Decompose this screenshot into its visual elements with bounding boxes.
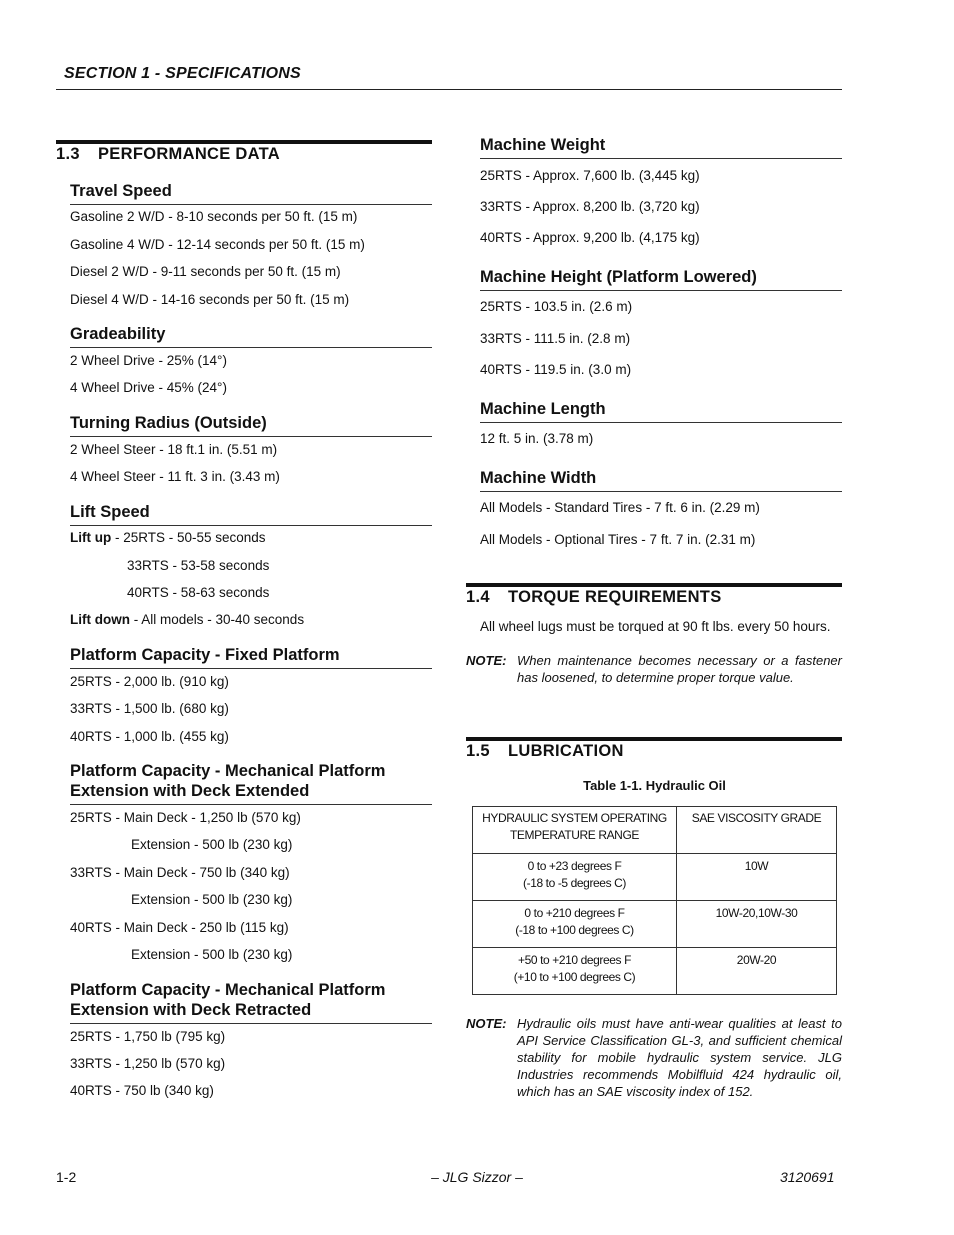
lift-up-line: Lift up - 25RTS - 50-55 seconds: [70, 530, 266, 545]
document-number: 3120691: [780, 1169, 835, 1185]
section-bar-1-5: [466, 737, 842, 741]
spec-line: Extension - 500 lb (230 kg): [131, 892, 293, 907]
spec-line: 40RTS - 58-63 seconds: [127, 585, 270, 600]
table-row: [473, 948, 837, 995]
section-bar-1-4: [466, 583, 842, 587]
spec-line: 40RTS - 119.5 in. (3.0 m): [480, 362, 632, 377]
spec-line: Extension - 500 lb (230 kg): [131, 947, 293, 962]
spec-line: 25RTS - Main Deck - 1,250 lb (570 kg): [70, 810, 301, 825]
heading-rule: [480, 158, 842, 159]
heading-rule: [70, 668, 432, 669]
spec-line: Gasoline 4 W/D - 12-14 seconds per 50 ft. (15 m): [70, 237, 365, 252]
spec-line: 4 Wheel Drive - 45% (24°): [70, 380, 227, 395]
spec-line: All Models - Standard Tires - 7 ft. 6 in. (2.29 m): [480, 500, 760, 515]
machine-weight-heading: Machine Weight: [480, 136, 606, 154]
lift-down-line: Lift down - All models - 30-40 seconds: [70, 612, 305, 627]
heading-rule: [70, 436, 432, 437]
column-header-viscosity: SAE VISCOSITY GRADE: [677, 807, 837, 854]
spec-line: 33RTS - 53-58 seconds: [127, 558, 270, 573]
heading-rule: [70, 804, 432, 805]
spec-line: 12 ft. 5 in. (3.78 m): [480, 431, 594, 446]
torque-note: When maintenance becomes necessary or a fastener has loosened, to determine proper torque value.: [517, 653, 842, 685]
section-title-1-3: 1.3 PERFORMANCE DATA: [56, 145, 281, 163]
note-label: NOTE:: [466, 653, 507, 668]
table-row: [473, 854, 837, 901]
spec-line: 2 Wheel Steer - 18 ft.1 in. (5.51 m): [70, 442, 278, 457]
heading-rule: [70, 204, 432, 205]
spec-line: 33RTS - 111.5 in. (2.8 m): [480, 331, 631, 346]
spec-line: Gasoline 2 W/D - 8-10 seconds per 50 ft. (15 m): [70, 209, 358, 224]
spec-line: 4 Wheel Steer - 11 ft. 3 in. (3.43 m): [70, 469, 280, 484]
header-rule: [56, 89, 842, 90]
spec-line: Diesel 4 W/D - 14-16 seconds per 50 ft. (15 m): [70, 292, 350, 307]
spec-line: 40RTS - 1,000 lb. (455 kg): [70, 729, 229, 744]
heading-rule: [480, 290, 842, 291]
spec-line: 33RTS - Main Deck - 750 lb (340 kg): [70, 865, 290, 880]
viscosity-cell: 10W-20,10W-30: [677, 901, 837, 948]
machine-length-heading: Machine Length: [480, 400, 606, 418]
lift-speed-heading: Lift Speed: [70, 503, 150, 521]
spec-line: Diesel 2 W/D - 9-11 seconds per 50 ft. (15 m): [70, 264, 341, 279]
spec-line: 33RTS - 1,500 lb. (680 kg): [70, 701, 229, 716]
deck-retracted-heading: Platform Capacity - Mechanical Platform Extension with Deck Retracted: [70, 981, 386, 1019]
torque-text: All wheel lugs must be torqued at 90 ft lbs. every 50 hours.: [480, 619, 831, 634]
fixed-platform-heading: Platform Capacity - Fixed Platform: [70, 646, 340, 664]
hydraulic-oil-table: [472, 806, 837, 995]
gradeability-heading: Gradeability: [70, 325, 166, 343]
spec-line: 33RTS - Approx. 8,200 lb. (3,720 kg): [480, 199, 700, 214]
heading-rule: [480, 422, 842, 423]
heading-rule: [70, 347, 432, 348]
section-title-1-4: 1.4 TORQUE REQUIREMENTS: [466, 588, 722, 606]
spec-line: 33RTS - 1,250 lb (570 kg): [70, 1056, 226, 1071]
table-row: [473, 901, 837, 948]
spec-line: 25RTS - Approx. 7,600 lb. (3,445 kg): [480, 168, 700, 183]
heading-rule: [480, 491, 842, 492]
heading-rule: [70, 525, 432, 526]
spec-line: 25RTS - 1,750 lb (795 kg): [70, 1029, 226, 1044]
spec-line: Extension - 500 lb (230 kg): [131, 837, 293, 852]
table-title: Table 1-1. Hydraulic Oil: [583, 778, 726, 793]
heading-rule: [70, 1023, 432, 1024]
spec-line: All Models - Optional Tires - 7 ft. 7 in. (2.31 m): [480, 532, 756, 547]
spec-line: 40RTS - Approx. 9,200 lb. (4,175 kg): [480, 230, 700, 245]
spec-line: 25RTS - 2,000 lb. (910 kg): [70, 674, 229, 689]
travel-speed-heading: Travel Speed: [70, 182, 172, 200]
machine-height-heading: Machine Height (Platform Lowered): [480, 268, 757, 286]
section-header: SECTION 1 - SPECIFICATIONS: [64, 65, 301, 82]
lubrication-note: Hydraulic oils must have anti-wear qualities at least to API Service Classification GL-3, and sufficient chemical stability for mobile hydraulic system service. JLG Industries recommends Mobilfluid 424 hydraulic oil, which has an SAE viscosity index of 152.: [517, 1016, 842, 1099]
temperature-cell: 0 to +210 degrees F (-18 to +100 degrees C): [473, 901, 677, 948]
spec-line: 2 Wheel Drive - 25% (14°): [70, 353, 227, 368]
table-header-row: [473, 807, 837, 854]
viscosity-cell: 20W-20: [677, 948, 837, 995]
temperature-cell: 0 to +23 degrees F (-18 to -5 degrees C): [473, 854, 677, 901]
spec-line: 40RTS - Main Deck - 250 lb (115 kg): [70, 920, 289, 935]
column-header-temperature: HYDRAULIC SYSTEM OPERATING TEMPERATURE RANGE: [473, 807, 677, 854]
section-title-1-5: 1.5 LUBRICATION: [466, 742, 624, 760]
page-number: 1-2: [56, 1169, 77, 1185]
turning-radius-heading: Turning Radius (Outside): [70, 414, 267, 432]
deck-extended-heading: Platform Capacity - Mechanical Platform Extension with Deck Extended: [70, 762, 386, 800]
viscosity-cell: 10W: [677, 854, 837, 901]
temperature-cell: +50 to +210 degrees F (+10 to +100 degrees C): [473, 948, 677, 995]
footer-title: – JLG Sizzor –: [431, 1169, 523, 1185]
note-label: NOTE:: [466, 1016, 507, 1031]
machine-width-heading: Machine Width: [480, 469, 597, 487]
spec-line: 40RTS - 750 lb (340 kg): [70, 1083, 214, 1098]
section-bar-1-3: [56, 140, 432, 144]
spec-line: 25RTS - 103.5 in. (2.6 m): [480, 299, 633, 314]
